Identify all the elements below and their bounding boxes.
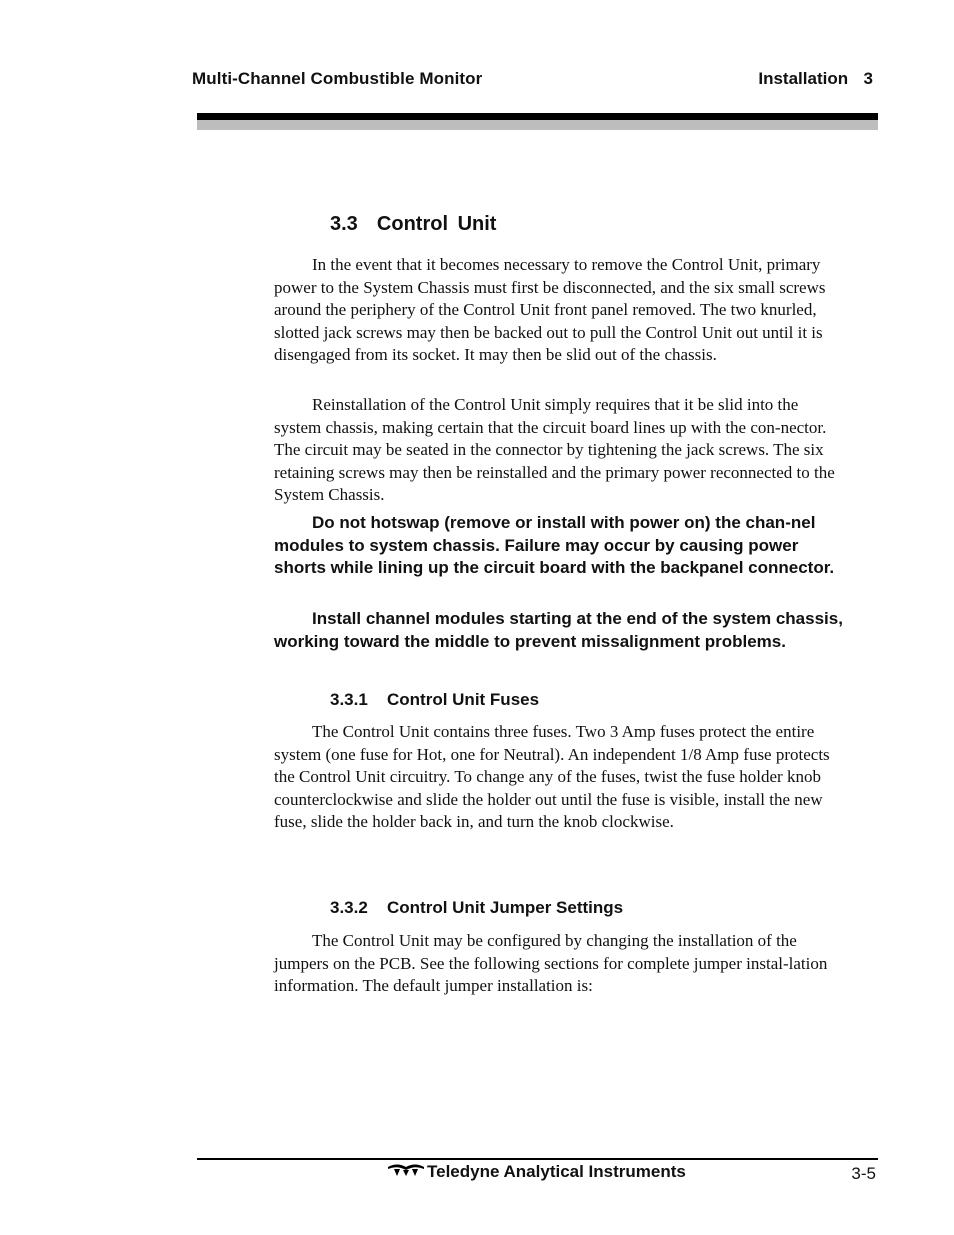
section-heading: 3.3 Control Unit <box>330 213 497 235</box>
subsection-number: 3.3.1 <box>330 690 368 709</box>
warning-hotswap: Do not hotswap (remove or install with power on) the chan-nel modules to system chassis. Failure may occur by causing power shorts while lining up the circuit board with the backpanel connector. <box>274 513 835 577</box>
footer-company: Teledyne Analytical Instruments <box>427 1162 686 1181</box>
footer-rule <box>197 1158 878 1160</box>
paragraph-reinstallation: Reinstallation of the Control Unit simply requires that it be slid into the system chassis, making certain that the circuit board lines up with the con-nector. The circuit may be seated in the connector by tightening the jack screws. The six retaining screws may then be reinstalled and the primary power reconnected to the System Chassis. <box>274 395 835 504</box>
subsection-heading-jumpers <box>330 898 623 918</box>
subsection-title: Control Unit Jumper Settings <box>387 898 624 917</box>
subsection-number: 3.3.2 <box>330 898 368 917</box>
header-rule <box>197 113 878 120</box>
page-number: 3-5 <box>851 1164 876 1183</box>
header-rule-shadow <box>197 120 878 130</box>
running-header-title: Multi-Channel Combustible Monitor <box>192 69 483 88</box>
paragraph-jumpers: The Control Unit may be configured by changing the installation of the jumpers on the PCB. See the following sections for complete jumper instal-lation information. The default jumper installation is: <box>274 931 828 995</box>
teledyne-logo-icon <box>388 1163 424 1177</box>
paragraph-fuses: The Control Unit contains three fuses. Two 3 Amp fuses protect the entire system (one fuse for Hot, one for Neutral). An independent 1/8 Amp fuse protects the Control Unit circuitry. To change any of the fuses, twist the fuse holder knob counterclockwise and slide the holder out until the fuse is visible, install the new fuse, slide the holder back in, and turn the knob clockwise. <box>274 722 830 831</box>
paragraph-remove-control-unit: In the event that it becomes necessary to remove the Control Unit, primary power to the System Chassis must first be disconnected, and the six small screws around the periphery of the Control Unit front panel removed. The two knurled, slotted jack screws may then be backed out to pull the Control Unit out until it is disengaged from its socket. It may then be slid out of the chassis. <box>274 255 826 364</box>
warning-install-order: Install channel modules starting at the end of the system chassis, working toward the middle to prevent missalignment problems. <box>274 609 843 651</box>
running-header-section: Installation 3 <box>758 69 873 88</box>
subsection-title: Control Unit Fuses <box>387 690 540 709</box>
subsection-heading-fuses <box>330 690 539 710</box>
